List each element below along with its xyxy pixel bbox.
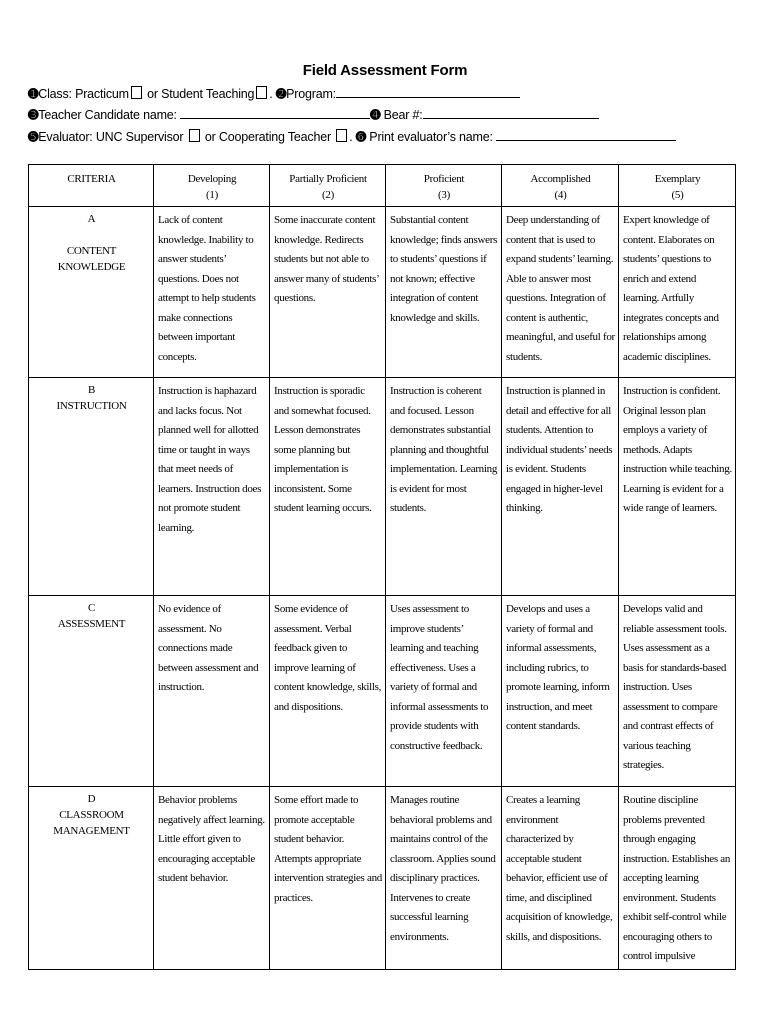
cell-d-proficient: Manages routine behavioral problems and maintains control of the classroom. Applies sound disciplinary practices. Intervenes to create successful learning environments. [386, 787, 502, 970]
cell-c-accomplished: Develops and uses a variety of formal and informal assessments, including rubrics, to promote learning, inform instruction, and meet content standards. [502, 596, 619, 787]
student-teaching-label: or Student Teaching [143, 87, 255, 101]
criterion-c: C ASSESSMENT [29, 596, 154, 787]
cell-b-accomplished: Instruction is planned in detail and effective for all students. Attention to individual students’ needs is evident. Students engaged in higher-level thinking. [502, 378, 619, 596]
form-title: Field Assessment Form [302, 62, 468, 79]
cell-c-exemplary: Develops valid and reliable assessment tools. Uses assessment as a basis for standards-based instruction. Uses assessment to compare and contrast effects of various teaching strategies. [619, 596, 736, 787]
practicum-checkbox[interactable] [131, 86, 142, 99]
program-field[interactable] [336, 86, 520, 98]
cell-c-partially-proficient: Some evidence of assessment. Verbal feedback given to improve learning of content knowledge, skills, and dispositions. [270, 596, 386, 787]
cooperating-teacher-label: or Cooperating Teacher [201, 130, 331, 144]
item-5-marker: ➎ [28, 130, 39, 144]
class-label: Class: Practicum [38, 87, 129, 101]
candidate-label: Teacher Candidate name: [38, 108, 177, 122]
evaluator-label: Evaluator: UNC Supervisor [38, 130, 184, 144]
cell-d-exemplary: Routine discipline problems prevented through engaging instruction. Establishes an accepting learning environment. Students exhibit self-control while encouraging others to control impulsive [619, 787, 736, 970]
bear-number-field[interactable] [423, 107, 599, 119]
cell-a-exemplary: Expert knowledge of content. Elaborates on students’ questions to enrich and extend learning. Artfully integrates concepts and relationships among academic disciplines. [619, 207, 736, 378]
criterion-d: D CLASSROOM MANAGEMENT [29, 787, 154, 970]
item-1-marker: ➊ [28, 87, 39, 101]
item-6-marker: ➏ [355, 130, 367, 144]
evaluator-name-field[interactable] [496, 129, 676, 141]
criterion-a: A CONTENT KNOWLEDGE [29, 207, 154, 378]
student-teaching-checkbox[interactable] [256, 86, 267, 99]
cell-b-proficient: Instruction is coherent and focused. Lesson demonstrates substantial planning and thoughtful implementation. Learning is evident for most students. [386, 378, 502, 596]
cooperating-teacher-checkbox[interactable] [336, 129, 347, 142]
item-3-marker: ➌ [28, 108, 39, 122]
cell-b-partially-proficient: Instruction is sporadic and somewhat focused. Lesson demonstrates some planning but implementation is inconsistent. Some student learning occurs. [270, 378, 386, 596]
bear-number-label: Bear #: [380, 108, 423, 122]
class-program-line: ➊Class: Practicum or Student Teaching . ➋Program: [28, 86, 520, 101]
cell-a-accomplished: Deep understanding of content that is used to expand students’ learning. Able to answer most questions. Integration of content is authentic, meaningful, and useful for students. [502, 207, 619, 378]
header-exemplary: Exemplary (5) [619, 165, 736, 207]
cell-a-proficient: Substantial content knowledge; finds answers to students’ questions if not known; effective integration of content knowledge and skills. [386, 207, 502, 378]
cell-b-exemplary: Instruction is confident. Original lesson plan employs a variety of methods. Adapts instruction while teaching. Learning is evident for a wide range of learners. [619, 378, 736, 596]
criterion-b: B INSTRUCTION [29, 378, 154, 596]
item-4-marker: ➍ [370, 108, 381, 122]
program-label: Program: [286, 87, 336, 101]
header-accomplished: Accomplished (4) [502, 165, 619, 207]
candidate-line [28, 107, 599, 122]
cell-a-developing: Lack of content knowledge. Inability to answer students’ questions. Does not attempt to help students make connections between important concepts. [154, 207, 270, 378]
header-proficient: Proficient (3) [386, 165, 502, 207]
cell-b-developing: Instruction is haphazard and lacks focus. Not planned well for allotted time or taught in ways that meet needs of learners. Instruction does not promote student learning. [154, 378, 270, 596]
header-developing: Developing (1) [154, 165, 270, 207]
cell-c-developing: No evidence of assessment. No connections made between assessment and instruction. [154, 596, 270, 787]
cell-d-developing: Behavior problems negatively affect learning. Little effort given to encouraging acceptable student behavior. [154, 787, 270, 970]
evaluator-line: ➎Evaluator: UNC Supervisor or Cooperating Teacher . ➏ Print evaluator’s name: [28, 129, 676, 144]
cell-d-partially-proficient: Some effort made to promote acceptable student behavior. Attempts appropriate intervention strategies and practices. [270, 787, 386, 970]
cell-c-proficient: Uses assessment to improve students’ learning and teaching effectiveness. Uses a variety of formal and informal assessments to provide students with constructive feedback. [386, 596, 502, 787]
print-name-label: Print evaluator’s name: [366, 130, 493, 144]
unc-supervisor-checkbox[interactable] [189, 129, 200, 142]
row-content-knowledge [29, 207, 736, 378]
header-criteria: CRITERIA [29, 165, 154, 207]
rubric-table [28, 164, 736, 970]
item-2-marker: ➋ [275, 87, 287, 101]
row-instruction [29, 378, 736, 596]
row-assessment [29, 596, 736, 787]
header-partially-proficient: Partially Proficient (2) [270, 165, 386, 207]
cell-d-accomplished: Creates a learning environment characterized by acceptable student behavior, efficient use of time, and disciplined acquisition of knowledge, skills, and dispositions. [502, 787, 619, 970]
rubric-header-row [29, 165, 736, 207]
row-classroom-management [29, 787, 736, 970]
cell-a-partially-proficient: Some inaccurate content knowledge. Redirects students but not able to answer many of students’ questions. [270, 207, 386, 378]
candidate-name-field[interactable] [180, 107, 370, 119]
